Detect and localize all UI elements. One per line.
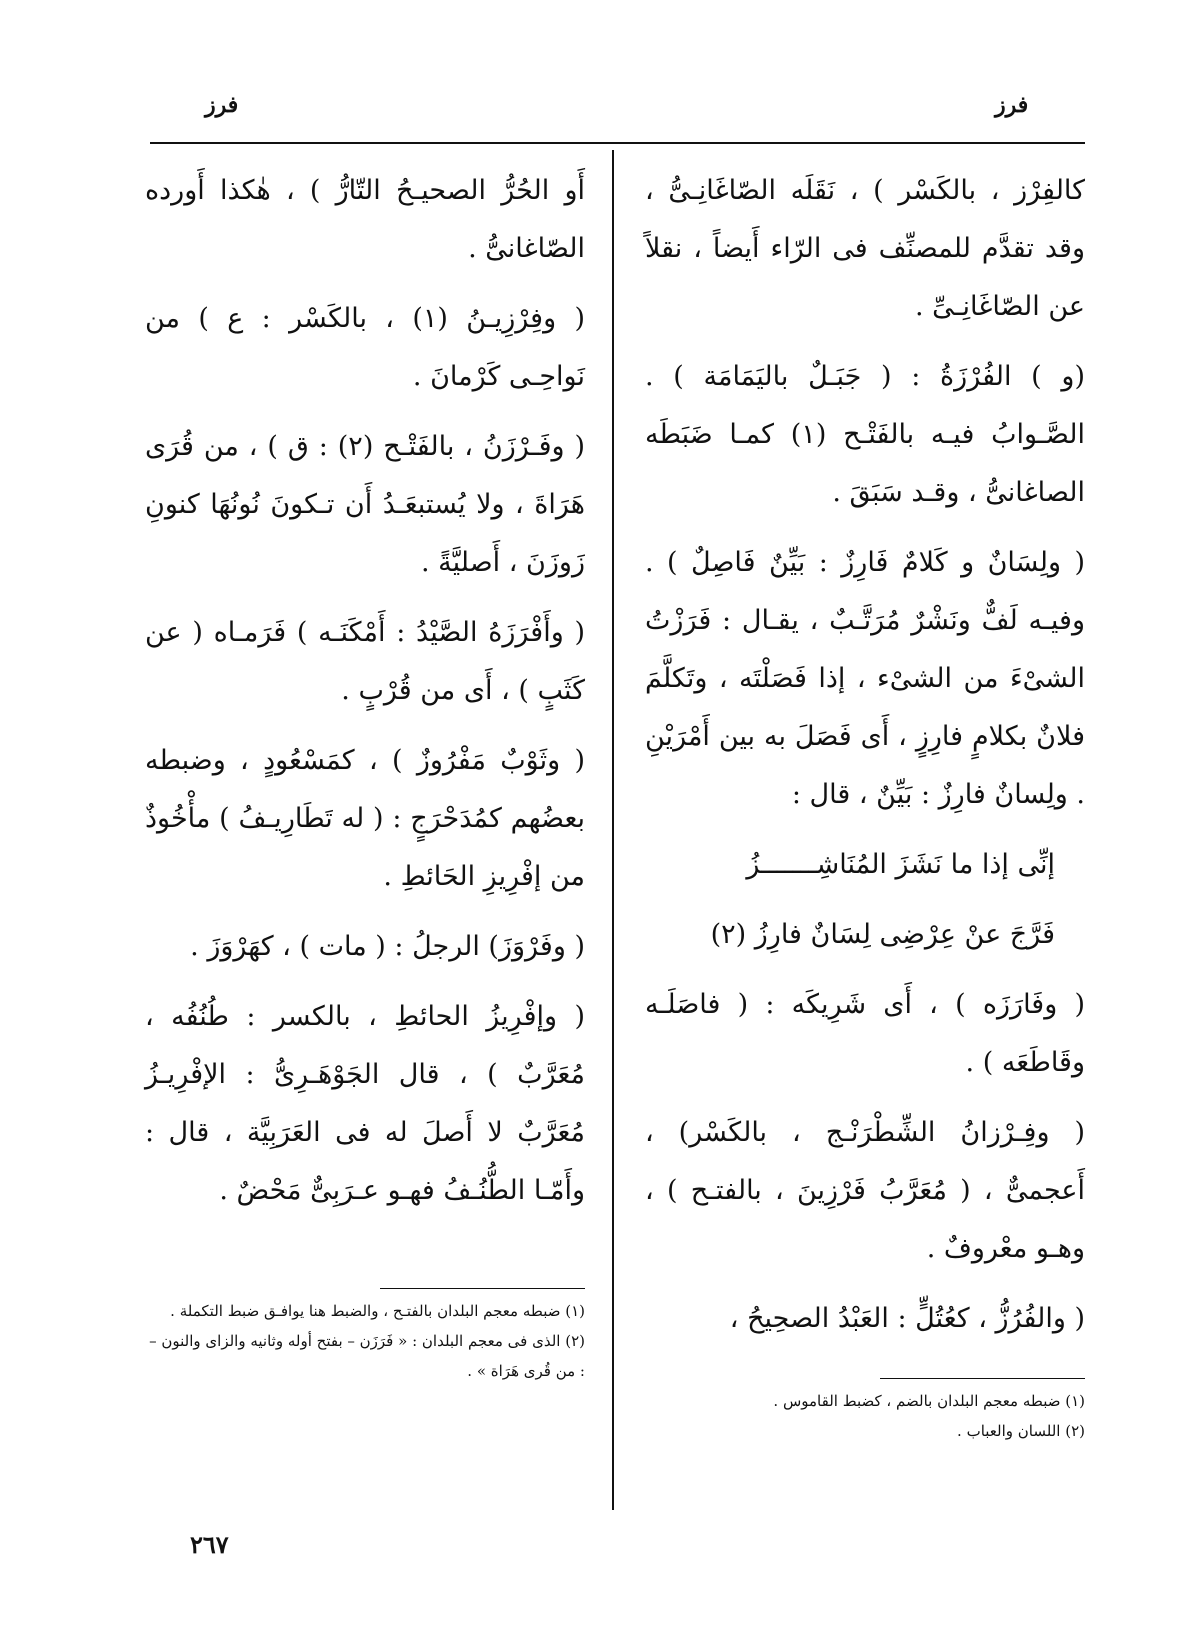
paragraph: أَو الحُرُّ الصحيـحُ التّارُّ ) ، هٰكذا أَورده الصّاغانىُّ . <box>145 175 585 264</box>
footnote: (٢) اللسان والعباب . <box>957 1422 1085 1440</box>
left-column <box>145 162 585 1232</box>
column-divider <box>612 150 614 1510</box>
right-column <box>645 162 1085 1360</box>
paragraph: ( وفَرْوَزَ) الرجلُ : ( مات ) ، كهَرْوَزَ . <box>190 931 585 962</box>
paragraph: ( وفِـرْزانُ الشِّطْرَنْـج ، بالكَسْر) ، أَعجمىٌّ ، ( مُعَرَّبُ فَرْزِينَ ، بالفتـح ) ، وهـو معْروفٌ . <box>645 1117 1085 1264</box>
footnote: (١) ضبطه معجم البلدان بالفتـح ، والضبط هنا يوافـق ضبط التكملة . <box>170 1302 585 1320</box>
paragraph: ( وفَـرْزَنُ ، بالفَتْـح (٢) : ق ) ، من قُرَى هَرَاةَ ، ولا يُستبعَـدُ أَن تـكونَ نُونُهَا كنونِ زَوزَنَ ، أَصليَّةً . <box>145 431 585 578</box>
paragraph: ( وفَارَزَه ) ، أَى شَرِيكَه : ( فاصَلَـه وقَاطَعَه ) . <box>645 989 1085 1078</box>
footnote-rule-left <box>380 1288 585 1289</box>
footnote-rule-right <box>880 1378 1085 1379</box>
paragraph: ( وفِرْزِيـنُ (١) ، بالكَسْر : ع ) من نَواحِـى كَرْمانَ . <box>145 303 585 392</box>
footnotes-right <box>645 1386 1085 1446</box>
paragraph: (و ) الفُرْزَةُ : ( جَبَـلٌ باليَمَامَة ) . الصَّـوابُ فيـه بالفَتْـح (١) كمـا ضَبَطَه الصاغانىُّ ، وقـد سَبَقَ . <box>645 361 1085 508</box>
footnote: (١) ضبطه معجم البلدان بالضم ، كضبط القاموس . <box>773 1392 1085 1410</box>
running-head-left: فرز <box>205 92 239 118</box>
footnotes-left <box>145 1296 585 1386</box>
paragraph: ( والفُرُزُّ ، كعُتُلٍّ : العَبْدُ الصحِيحُ ، <box>729 1303 1085 1334</box>
paragraph: ( وإفْرِيزُ الحائطِ ، بالكسر : طُنُفُه ، مُعَرَّبٌ ) ، قال الجَوْهَـرِىُّ : الإفْرِيـزُ مُعَرَّبٌ لا أَصلَ له فى العَرَبِيَّة ، قال : وأَمّـا الطُّنُـفُ فهـو عـرَبِىٌّ مَحْضٌ . <box>145 1001 585 1206</box>
paragraph: كالفِرْز ، بالكَسْر ) ، نَقَلَه الصّاغَانِـىُّ ، وقد تقدَّم للمصنِّف فى الرّاء أَيضاً ، نقلاً عن الصّاغَانِـىِّ . <box>645 175 1085 322</box>
verse-line: فَرَّجَ عنْ عِرْضِى لِسَانٌ فارِزُ (٢) <box>710 919 1055 950</box>
running-head-right: فرز <box>995 92 1029 118</box>
footnote: (٢) الذى فى معجم البلدان : « فَرَزَن – بفتح أوله وثانيه والزاى والنون – : من قُرى هَرَاة » . <box>149 1332 585 1380</box>
paragraph: ( وأَفْرَزَهُ الصَّيْدُ : أَمْكَنَـه ) فَرَمـاه ( عن كَثَبٍ ) ، أَى من قُرْبٍ . <box>145 617 585 706</box>
paragraph: ( وثَوْبٌ مَفْرُوزٌ ) ، كمَسْعُودٍ ، وضبطه بعضُهم كمُدَحْرَجٍ : ( له تَطَارِيـفُ ) مأْخُوذٌ من إفْرِيزِ الحَائطِ . <box>145 745 585 892</box>
page-number: ٢٦٧ <box>190 1530 229 1559</box>
verse-line: إنِّى إذا ما نَشَزَ المُنَاشِـــــــزُ <box>746 849 1055 880</box>
paragraph: ( ولِسَانٌ و كَلامٌ فَارِزٌ : بَيِّنٌ فَاصِلٌ ) . وفيـه لَفٌّ ونَشْرٌ مُرَتَّـبٌ ، يقـال : فَرَزْتُ الشىْءَ من الشىْء ، إذا فَصَلْتَه ، وتَكلَّمَ فلانٌ بكلامٍ فارِزٍ ، أَى فَصَلَ به بين أَمْرَيْنِ . ولِسانٌ فارِزٌ : بَيِّنٌ ، قال : <box>645 547 1085 810</box>
header-rule <box>150 142 1085 144</box>
